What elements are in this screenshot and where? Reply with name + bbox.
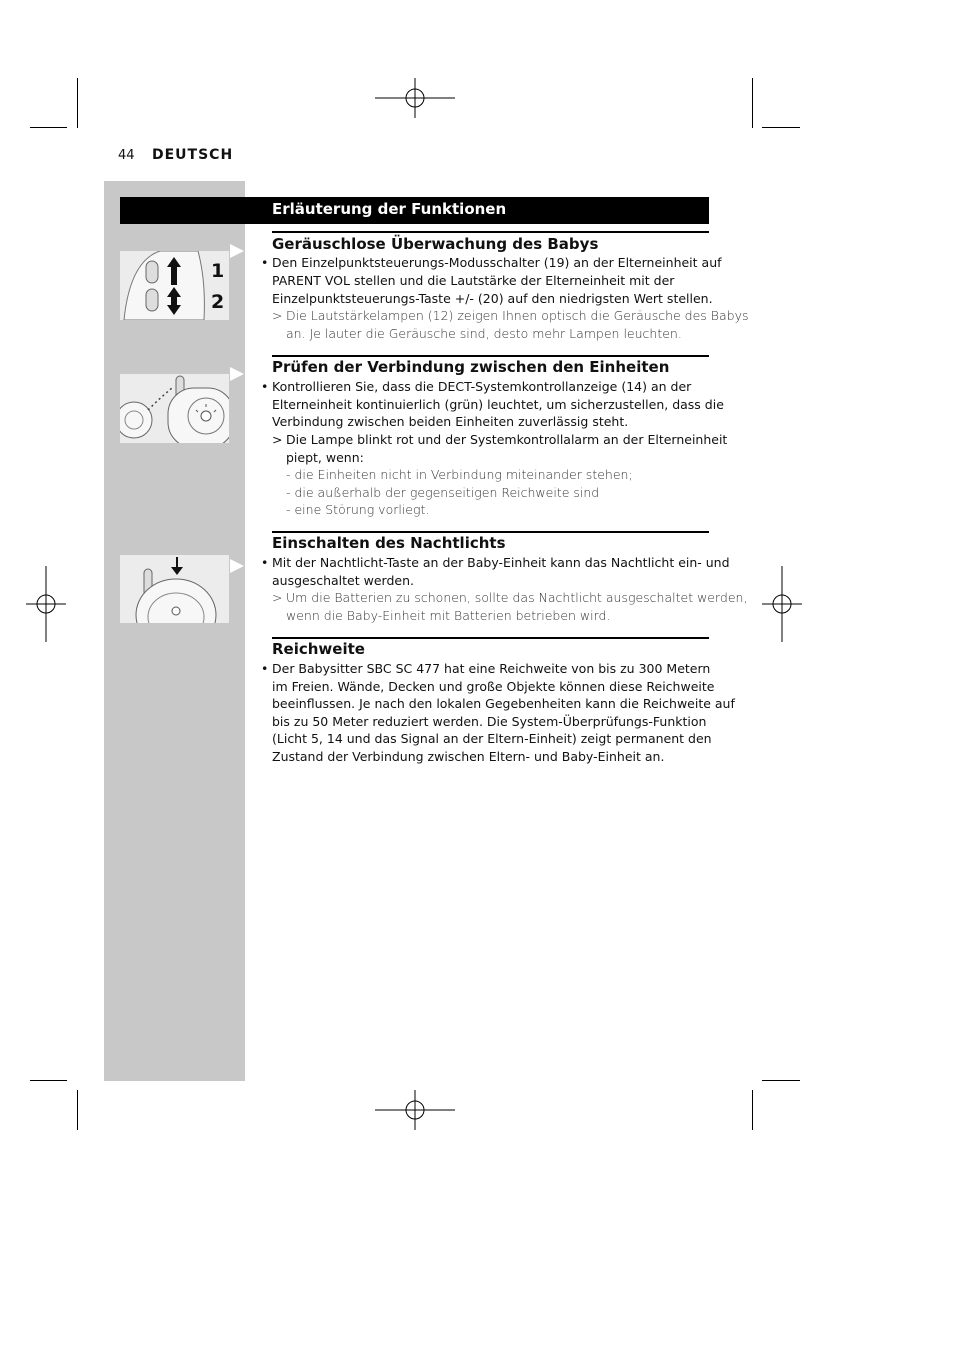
body-line: ausgeschaltet werden. — [272, 573, 414, 588]
result-line: Um die Batterien zu schonen, sollte das Nachtlicht ausgeschaltet werden, — [286, 590, 748, 605]
crop-mark — [30, 1080, 67, 1081]
crop-mark — [762, 1080, 800, 1081]
dash-item: - eine Störung vorliegt. — [286, 502, 430, 517]
result-line: piept, wenn: — [286, 450, 364, 465]
bullet-marker: • — [261, 555, 269, 570]
body-line: bis zu 50 Meter reduziert werden. Die System-Überprüfungs-Funktion — [272, 714, 707, 729]
section-rule — [272, 355, 709, 357]
crop-mark — [30, 127, 67, 128]
body-line: Der Babysitter SBC SC 477 hat eine Reichweite von bis zu 300 Metern — [272, 661, 711, 676]
crop-mark — [762, 127, 800, 128]
crop-mark — [77, 78, 78, 128]
crop-mark — [752, 78, 753, 128]
body-line: beeinflussen. Je nach den lokalen Gegebenheiten kann die Reichweite auf — [272, 696, 735, 711]
illustration-pointer — [230, 244, 244, 258]
bullet-marker: • — [261, 661, 269, 676]
section-title-bar — [120, 197, 709, 224]
body-line: Einzelpunktsteuerungs-Taste +/- (20) auf den niedrigsten Wert stellen. — [272, 291, 713, 306]
section-heading-connection-check: Prüfen der Verbindung zwischen den Einheiten — [272, 358, 670, 376]
dash-item: - die außerhalb der gegenseitigen Reichweite sind — [286, 485, 600, 500]
body-line: Den Einzelpunktsteuerungs-Modusschalter (19) an der Elterneinheit auf — [272, 255, 722, 270]
body-line: (Licht 5, 14 und das Signal an der Eltern-Einheit) zeigt permanent den — [272, 731, 712, 746]
body-line: Mit der Nachtlicht-Taste an der Baby-Einheit kann das Nachtlicht ein- und — [272, 555, 730, 570]
connection-check-illustration — [120, 374, 229, 443]
registration-mark — [375, 78, 455, 118]
crop-mark — [752, 1090, 753, 1130]
registration-mark — [762, 566, 802, 642]
result-marker: > — [272, 308, 283, 323]
step-2-label: 2 — [211, 291, 225, 313]
section-rule — [272, 637, 709, 639]
section-heading-night-light: Einschalten des Nachtlichts — [272, 534, 506, 552]
body-line: PARENT VOL stellen und die Lautstärke der Elterneinheit mit der — [272, 273, 675, 288]
night-light-drawing — [120, 555, 229, 623]
result-line: an. Je lauter die Geräusche sind, desto mehr Lampen leuchten. — [286, 326, 682, 341]
section-heading-range: Reichweite — [272, 640, 365, 658]
page-number: 44 — [118, 148, 135, 163]
illustration-pointer — [230, 559, 244, 573]
page-title: Erläuterung der Funktionen — [272, 200, 507, 218]
body-line: im Freien. Wände, Decken und große Objekte können diese Reichweite — [272, 679, 715, 694]
body-line: Verbindung zwischen beiden Einheiten zuverlässig steht. — [272, 414, 629, 429]
dash-item: - die Einheiten nicht in Verbindung miteinander stehen; — [286, 467, 633, 482]
result-line: wenn die Baby-Einheit mit Batterien betrieben wird. — [286, 608, 611, 623]
result-marker: > — [272, 590, 283, 605]
night-light-illustration — [120, 555, 229, 623]
section-rule — [272, 531, 709, 533]
result-marker: > — [272, 432, 283, 447]
illustration-pointer — [230, 367, 244, 381]
body-line: Elterneinheit kontinuierlich (grün) leuchtet, um sicherzustellen, dass die — [272, 397, 724, 412]
registration-mark — [26, 566, 66, 642]
step-1-label: 1 — [211, 260, 225, 282]
bullet-marker: • — [261, 255, 269, 270]
section-rule — [272, 231, 709, 233]
result-line: Die Lautstärkelampen (12) zeigen Ihnen optisch die Geräusche des Babys — [286, 308, 749, 323]
registration-mark — [375, 1090, 455, 1130]
crop-mark — [77, 1090, 78, 1130]
section-heading-silent-monitoring: Geräuschlose Überwachung des Babys — [272, 235, 599, 253]
body-line: Kontrollieren Sie, dass die DECT-Systemkontrollanzeige (14) an der — [272, 379, 692, 394]
bullet-marker: • — [261, 379, 269, 394]
body-line: Zustand der Verbindung zwischen Eltern- und Baby-Einheit an. — [272, 749, 665, 764]
connection-check-drawing — [120, 374, 229, 443]
language-label: DEUTSCH — [152, 147, 234, 163]
result-line: Die Lampe blinkt rot und der Systemkontrollalarm an der Elterneinheit — [286, 432, 728, 447]
